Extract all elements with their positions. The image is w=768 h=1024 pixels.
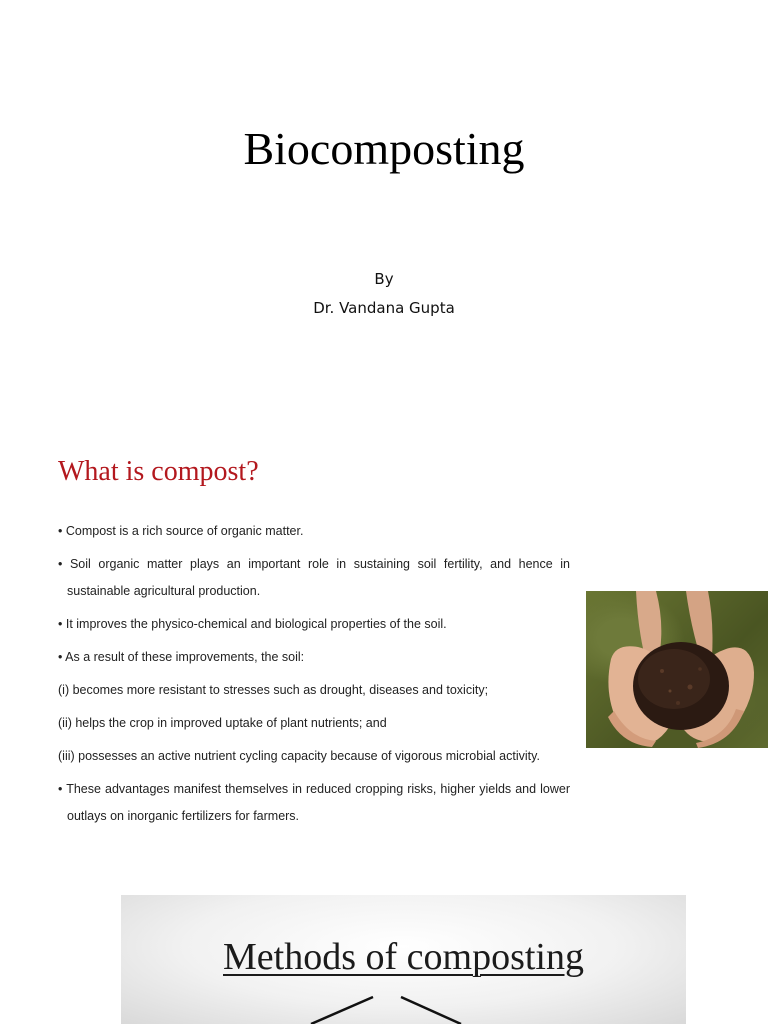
title-slide (0, 0, 768, 420)
branch-arrows (121, 895, 686, 1024)
hands-soil-illustration (586, 591, 768, 748)
slide-title: Biocomposting (243, 123, 525, 174)
bullet-item: • Soil organic matter plays an important role in sustaining soil fertility, and hence in sustainable agricultural production. (58, 557, 570, 598)
bullet-item: • These advantages manifest themselves in reduced cropping risks, higher yields and lower outlays on inorganic fertilizers for farmers. (58, 782, 570, 823)
methods-slide (121, 895, 686, 1024)
slide-heading: What is compost? (58, 456, 259, 487)
bullet-item: • It improves the physico-chemical and biological properties of the soil. (58, 617, 447, 631)
hands-holding-soil-photo (586, 591, 768, 748)
right-branch-line (401, 997, 461, 1024)
bullet-item: • Compost is a rich source of organic matter. (58, 524, 304, 538)
bullet-item: (ii) helps the crop in improved uptake of plant nutrients; and (58, 716, 387, 730)
bullet-item: (i) becomes more resistant to stresses such as drought, diseases and toxicity; (58, 683, 489, 697)
bullet-list (58, 518, 570, 836)
bullet-item: (iii) possesses an active nutrient cycling capacity because of vigorous microbial activity. (58, 749, 540, 763)
bullet-item: • As a result of these improvements, the soil: (58, 650, 305, 664)
author-name: Dr. Vandana Gupta (313, 299, 455, 317)
by-label: By (374, 270, 394, 288)
left-branch-line (311, 997, 373, 1024)
compost-slide (0, 440, 768, 860)
methods-title: Methods of composting (223, 936, 584, 978)
